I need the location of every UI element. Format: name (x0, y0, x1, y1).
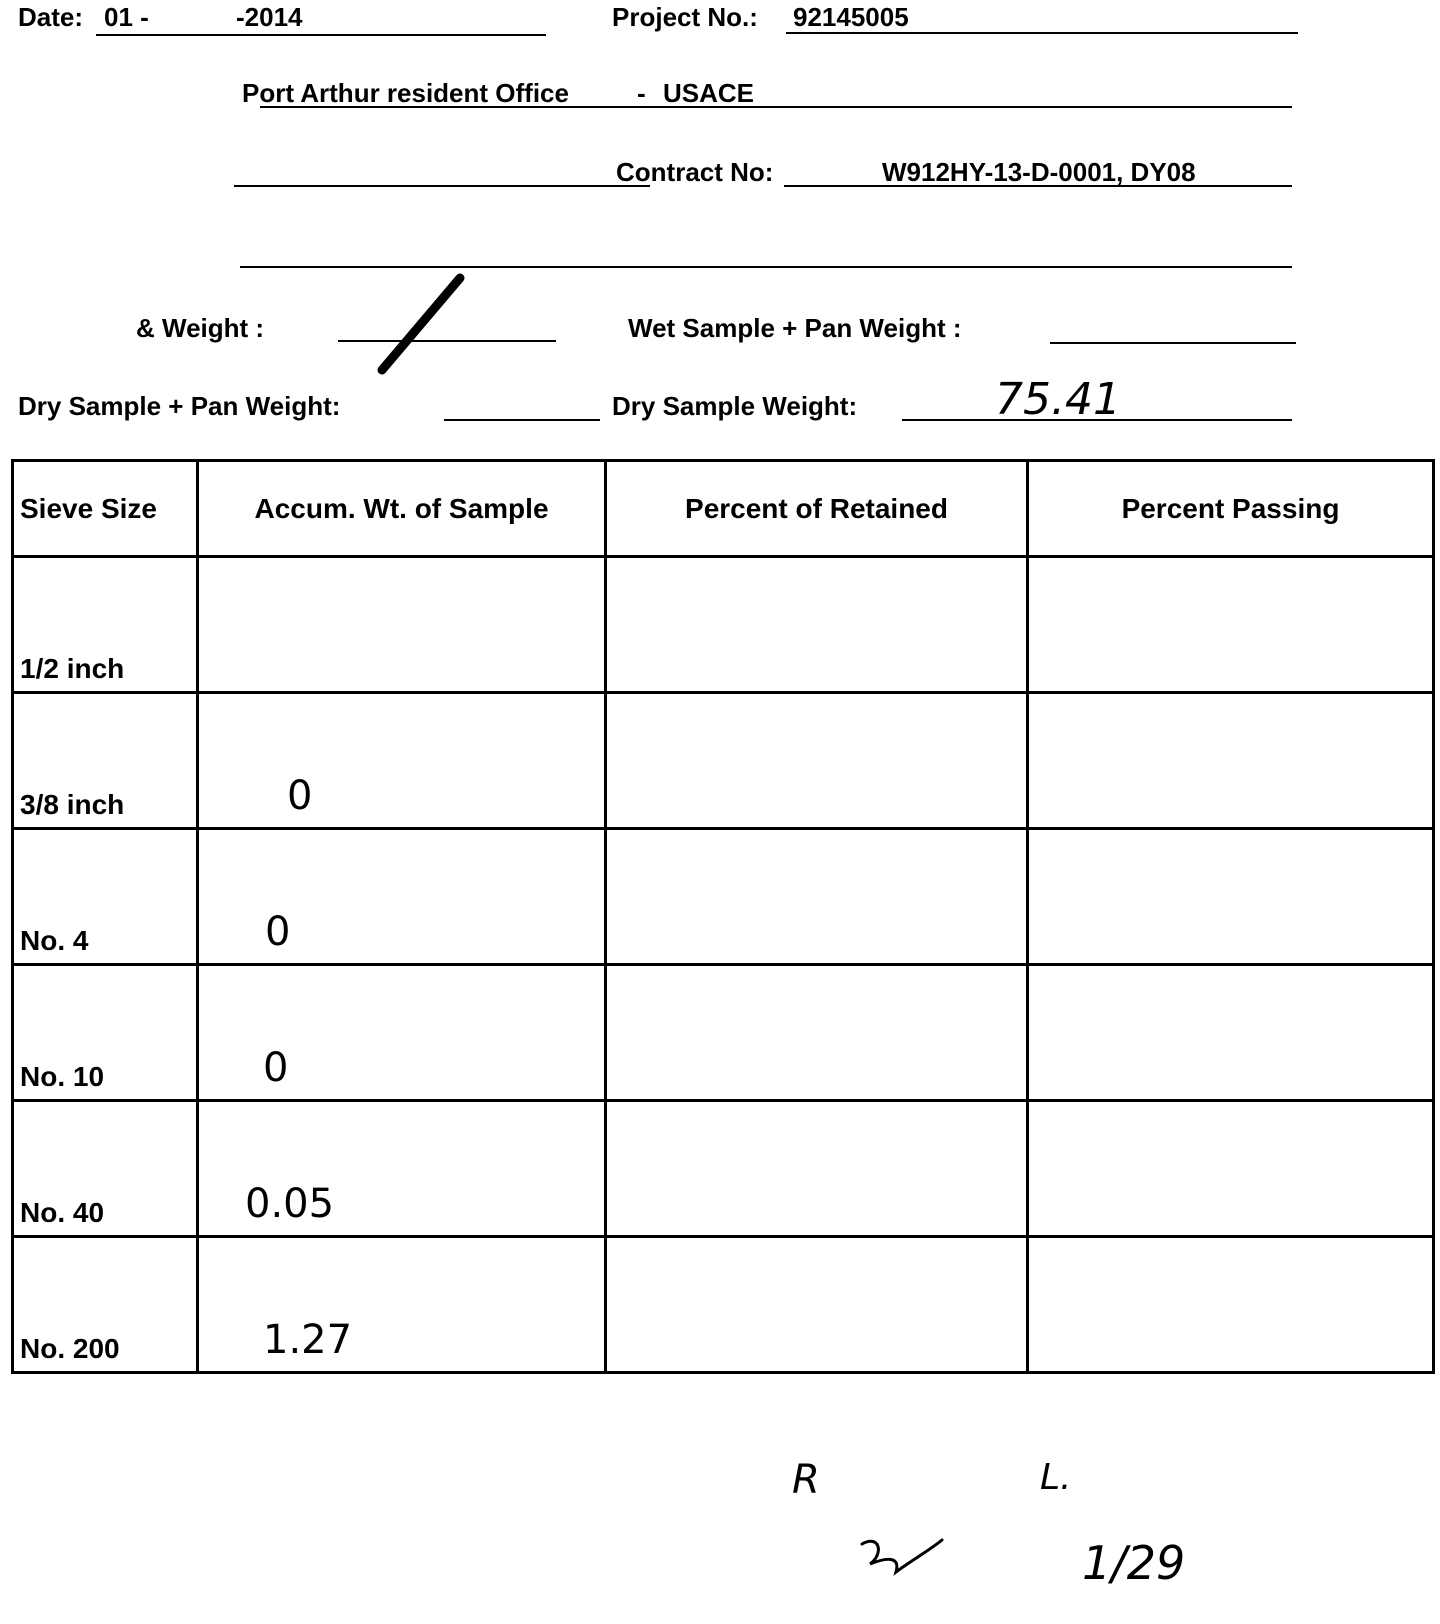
accum-weight-cell (198, 557, 606, 693)
accum-weight-value: 0 (263, 1045, 289, 1091)
table-row (13, 693, 1434, 829)
handwritten-date-note: 1/29 (1082, 1536, 1186, 1590)
percent-passing-cell (1028, 965, 1434, 1101)
date-label: Date: (18, 2, 84, 32)
sieve-size-cell: 3/8 inch (13, 693, 198, 829)
contract-number-label: Contract No: (616, 157, 774, 187)
accum-weight-value: 0.05 (245, 1181, 335, 1227)
blank-underline-left (234, 185, 650, 187)
handwritten-signature-mark (850, 1530, 950, 1590)
accum-weight-cell (198, 1101, 606, 1237)
dry-sample-weight-label: Dry Sample Weight: (612, 391, 858, 421)
contract-underline (784, 185, 1292, 187)
table-row (13, 829, 1434, 965)
sieve-size-cell: 1/2 inch (13, 557, 198, 693)
table-row (13, 1101, 1434, 1237)
sieve-size-cell: No. 200 (13, 1237, 198, 1373)
date-value-day: 01 - (104, 2, 149, 32)
sieve-analysis-table (11, 459, 1435, 1374)
blank-underline-full (240, 266, 1292, 268)
percent-retained-cell (606, 557, 1028, 693)
sieve-size-cell: No. 40 (13, 1101, 198, 1237)
accum-weight-cell (198, 693, 606, 829)
percent-passing-cell (1028, 1237, 1434, 1373)
table-row (13, 965, 1434, 1101)
accum-weight-cell (198, 1237, 606, 1373)
sieve-size-cell: No. 4 (13, 829, 198, 965)
sieve-size-cell: No. 10 (13, 965, 198, 1101)
header-percent-passing: Percent Passing (1028, 461, 1434, 557)
handwritten-initial-1: R (792, 1457, 820, 1503)
pan-weight-label: & Weight : (136, 313, 265, 343)
dry-sample-weight-value: 75.41 (995, 374, 1121, 425)
percent-passing-cell (1028, 1101, 1434, 1237)
header-sieve-size: Sieve Size (13, 461, 198, 557)
percent-retained-cell (606, 829, 1028, 965)
percent-passing-cell (1028, 829, 1434, 965)
percent-retained-cell (606, 965, 1028, 1101)
handwritten-initial-2: L. (1040, 1457, 1072, 1498)
date-underline (96, 34, 546, 36)
date-value-year: -2014 (236, 2, 303, 32)
accum-weight-cell (198, 829, 606, 965)
table-header-row (13, 461, 1434, 557)
dry-sample-pan-underline (444, 419, 600, 421)
percent-retained-cell (606, 1101, 1028, 1237)
header-percent-retained: Percent of Retained (606, 461, 1028, 557)
contract-number-value: W912HY-13-D-0001, DY08 (882, 157, 1196, 187)
percent-passing-cell (1028, 693, 1434, 829)
wet-sample-pan-weight-label: Wet Sample + Pan Weight : (628, 313, 962, 343)
accum-weight-cell (198, 965, 606, 1101)
accum-weight-value: 0 (287, 773, 313, 819)
accum-weight-value: 0 (265, 909, 291, 955)
office-name: Port Arthur resident Office (242, 78, 569, 108)
office-org: USACE (663, 78, 755, 108)
office-separator: - (637, 78, 646, 108)
table-row (13, 1237, 1434, 1373)
percent-retained-cell (606, 693, 1028, 829)
accum-weight-value: 1.27 (263, 1317, 353, 1363)
percent-retained-cell (606, 1237, 1028, 1373)
dry-sample-pan-weight-label: Dry Sample + Pan Weight: (18, 391, 341, 421)
wet-sample-underline (1050, 342, 1296, 344)
project-number-value: 92145005 (793, 2, 909, 32)
percent-passing-cell (1028, 557, 1434, 693)
pen-strike-mark (370, 270, 470, 380)
table-row (13, 557, 1434, 693)
office-underline (260, 106, 1292, 108)
project-underline (786, 32, 1298, 34)
header-accum-weight: Accum. Wt. of Sample (198, 461, 606, 557)
project-number-label: Project No.: (612, 2, 758, 32)
